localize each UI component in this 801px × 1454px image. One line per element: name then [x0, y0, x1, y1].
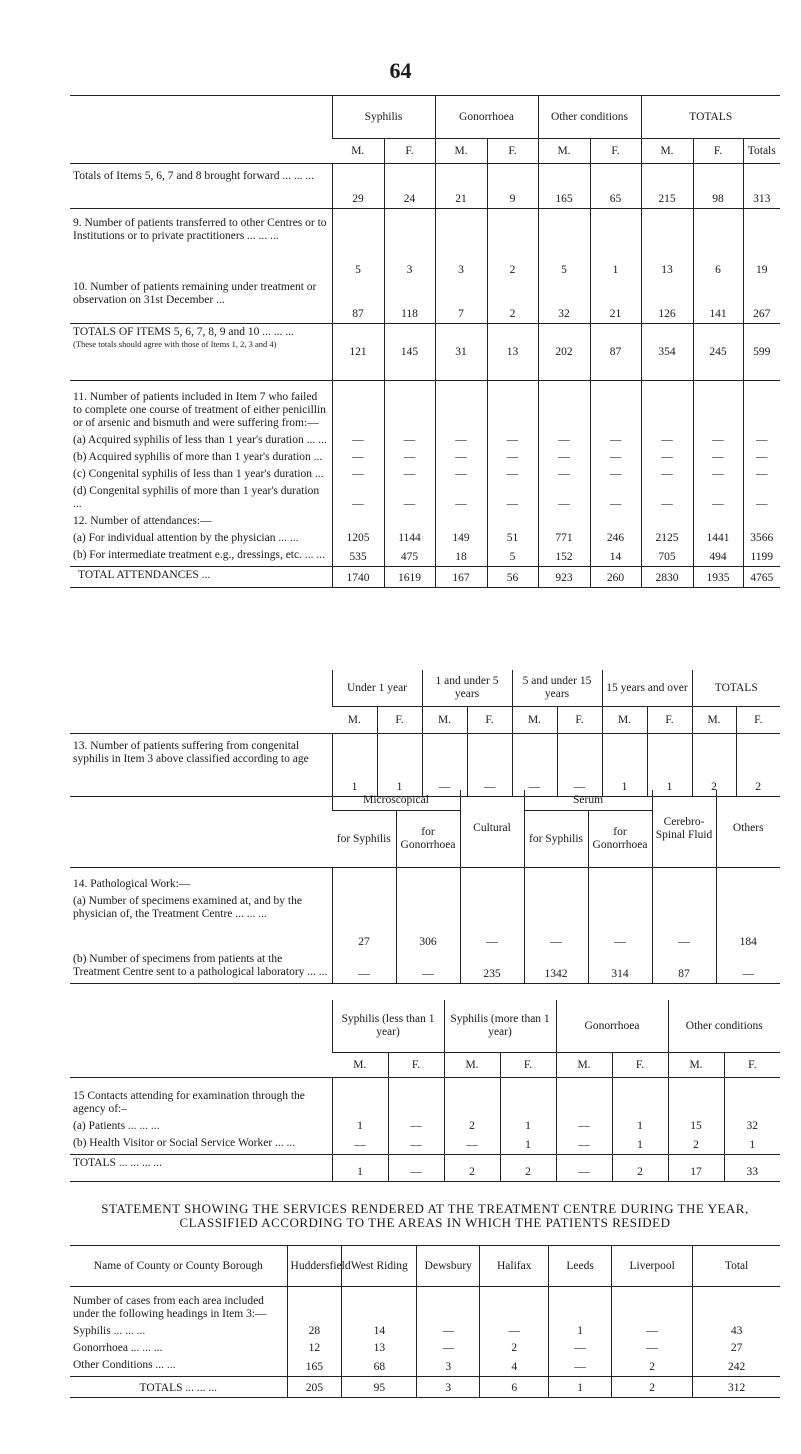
col-header: Liverpool [612, 1246, 693, 1287]
col-header: F. [384, 139, 435, 164]
table-row: Other Conditions ... ... 165 68 3 4 — 2 242 [70, 1357, 780, 1377]
col-group: Syphilis (more than 1 year) [444, 1000, 556, 1053]
col-header: M. [641, 139, 693, 164]
areas-table [70, 1245, 780, 1398]
col-group-syphilis: Syphilis [332, 96, 435, 139]
col-header: Huddersfield [287, 1246, 342, 1287]
table-row: Number of cases from each area included under the following headings in Item 3:— [70, 1287, 780, 1324]
col-header: F. [487, 139, 538, 164]
col-header: F. [500, 1053, 556, 1078]
col-header: for Syphilis [336, 832, 391, 845]
col-header: M. [347, 713, 361, 726]
col-header: F. [590, 139, 641, 164]
table-row: (a) Number of specimens examined at, and by the physician of, the Treatment Centre ... ... ... 27 306 — — — — 184 [70, 893, 780, 951]
col-header: M. [602, 707, 647, 734]
col-header: F. [377, 707, 422, 734]
col-group-microscopical: Microscopical [332, 790, 460, 811]
header-blank [70, 1000, 332, 1078]
col-header-area: Name of County or County Borough [93, 1259, 263, 1272]
treatment-summary-table [70, 95, 780, 588]
table-row: 12. Number of attendances:— [70, 513, 780, 530]
table-row: (b) Health Visitor or Social Service Worker ... ... — — — 1 — 1 2 1 [70, 1135, 780, 1155]
col-header: F. [647, 707, 692, 734]
col-header: for Gonorrhoea [588, 811, 652, 868]
col-header: M. [353, 1058, 367, 1071]
table-row: (a) For individual attention by the physician ... ... 1205 1144 149 51 771 246 2125 1441 3566 [70, 530, 780, 547]
table-row: 11. Number of patients included in Item 7 who failed to complete one course of treatment of either penicillin or of arsenic and bismuth and were suffering from:— [70, 381, 780, 433]
header-blank [70, 790, 332, 868]
col-header: for Syphilis [524, 811, 588, 868]
col-header: M. [692, 707, 736, 734]
col-header: West Riding [342, 1246, 417, 1287]
col-header: M. [435, 139, 487, 164]
col-header: M. [444, 1053, 500, 1078]
table-row: (a) Patients ... ... ... 1 — 2 1 — 1 15 32 [70, 1118, 780, 1135]
col-header: M. [422, 707, 467, 734]
pathological-work-table [70, 790, 780, 984]
col-header: F. [388, 1053, 444, 1078]
col-group: Gonorrhoea [556, 1000, 668, 1053]
table-row: TOTALS OF ITEMS 5, 6, 7, 8, 9 and 10 ... ... ... (These totals should agree with those of Items 1, 2, 3 and 4) 121 145 31 13 202 87 354 245 599 [70, 324, 780, 381]
col-header: F. [612, 1053, 668, 1078]
table-row: 9. Number of patients transferred to other Centres or to Institutions or to private practitioners ... ... ... 5 3 3 2 5 1 13 6 19 [70, 209, 780, 280]
header-blank [70, 96, 332, 164]
table-row: (b) For intermediate treatment e.g., dressings, etc. ... ... 535 475 18 5 152 14 705 494 1199 [70, 547, 780, 567]
table-row: Totals of Items 5, 6, 7 and 8 brought forward ... ... ... 29 24 21 9 165 65 215 98 313 [70, 164, 780, 209]
table-row: (d) Congenital syphilis of more than 1 year's duration ... — — — — — — — — — [70, 483, 780, 513]
col-group: Other conditions [668, 1000, 780, 1053]
col-header-csf: Cerebro-Spinal Fluid [652, 790, 716, 868]
col-header: F. [693, 139, 743, 164]
col-header: F. [736, 707, 780, 734]
col-group: Syphilis (less than 1 year) [332, 1000, 444, 1053]
col-group-serum: Serum [524, 790, 652, 811]
table-row: (c) Congenital syphilis of less than 1 year's duration ... — — — — — — — — — [70, 466, 780, 483]
table-row: 14. Pathological Work:— [70, 868, 780, 894]
table-row: 13. Number of patients suffering from congenital syphilis in Item 3 above classified according to age 1 1 — — — — 1 1 2 2 [70, 734, 780, 797]
table-row: 15 Contacts attending for examination through the agency of:– [70, 1078, 780, 1119]
col-header: Totals [743, 139, 780, 164]
col-header: Leeds [549, 1246, 612, 1287]
col-group-age: 15 years and over [602, 670, 692, 707]
table-row: Syphilis ... ... ... 28 14 — — 1 — 43 [70, 1323, 780, 1340]
header-blank [70, 670, 332, 734]
col-header: M. [538, 139, 590, 164]
col-header: F. [557, 707, 602, 734]
table-row: TOTALS ... ... ... 205 95 3 6 1 2 312 [70, 1377, 780, 1398]
table-row: (b) Acquired syphilis of more than 1 year's duration ... — — — — — — — — — [70, 449, 780, 466]
col-header: M. [556, 1053, 612, 1078]
table-row: (a) Acquired syphilis of less than 1 year's duration ... ... — — — — — — — — — [70, 432, 780, 449]
congenital-syphilis-age-table [70, 670, 780, 797]
col-group-totals: TOTALS [641, 96, 780, 139]
col-group-totals: TOTALS [692, 670, 780, 707]
col-header: M. [668, 1053, 724, 1078]
table-row: Gonorrhoea ... ... ... 12 13 — 2 — — 27 [70, 1340, 780, 1357]
col-group-age: 1 and under 5 years [422, 670, 512, 707]
col-header: Dewsbury [417, 1246, 480, 1287]
table-row: TOTAL ATTENDANCES ... 1740 1619 167 56 923 260 2830 1935 4765 [70, 567, 780, 588]
col-header: Total [693, 1246, 780, 1287]
col-header: M. [351, 144, 365, 157]
table-row: (b) Number of specimens from patients at the Treatment Centre sent to a pathological laboratory ... ... — — 235 1342 314 87 — [70, 951, 780, 984]
table-row: 10. Number of patients remaining under treatment or observation on 31st December ... 87 118 7 2 32 21 126 141 267 [70, 279, 780, 324]
col-header: for Gonorrhoea [396, 811, 460, 868]
col-header: M. [512, 707, 557, 734]
col-header: F. [724, 1053, 780, 1078]
page-number: 64 [389, 58, 412, 83]
col-header: Halifax [480, 1246, 549, 1287]
col-group-age: 5 and under 15 years [512, 670, 602, 707]
col-header-others: Others [716, 790, 780, 868]
col-group-gonorrhoea: Gonorrhoea [435, 96, 538, 139]
table-row: TOTALS ... ... ... ... 1 — 2 2 — 2 17 33 [70, 1155, 780, 1182]
statement-title: STATEMENT SHOWING THE SERVICES RENDERED AT THE TREATMENT CENTRE DURING THE YEAR, CLASSIFIED ACCORDING TO THE AREAS IN WHICH THE PATIENTS RESIDED [101, 1201, 749, 1230]
col-header: F. [467, 707, 512, 734]
col-group-other: Other conditions [538, 96, 641, 139]
contacts-table [70, 1000, 780, 1182]
col-group-age: Under 1 year [332, 670, 422, 707]
col-header-cultural: Cultural [460, 790, 524, 868]
